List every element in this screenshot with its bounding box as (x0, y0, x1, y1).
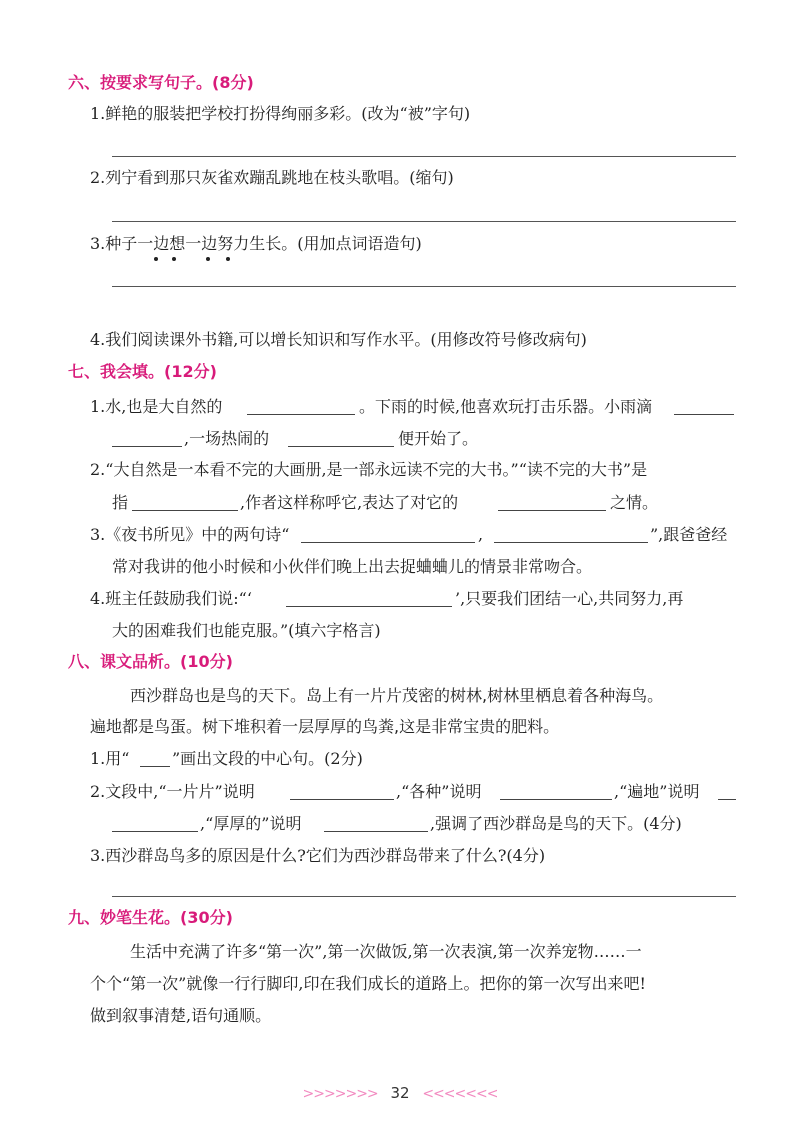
page-number: 32 (390, 1084, 410, 1102)
fill-blank[interactable] (718, 799, 736, 800)
section8-answer-line[interactable] (112, 896, 736, 897)
section9-paragraph-line1: 生活中充满了许多“第一次”,第一次做饭,第一次表演,第一次养宠物……一 (130, 942, 642, 961)
section7-question4-line2: 大的困难我们也能克服。”(填六字格言) (112, 621, 381, 640)
emphasis-dot (154, 257, 158, 261)
footer-right-arrows: <<<<<<< (422, 1086, 498, 1102)
underline-sample (140, 766, 170, 767)
section7-title: 七、我会填。(12分) (68, 362, 217, 381)
section8-question2-line1: 2.文段中,“一片片”说明 ,“各种”说明 ,“遍地”说明 (0, 777, 800, 807)
fill-blank[interactable] (494, 542, 648, 543)
section6-answer-line1[interactable] (112, 156, 736, 157)
section6-question2: 2.列宁看到那只灰雀欢蹦乱跳地在枝头歌唱。(缩句) (90, 168, 454, 187)
section9-paragraph-line3: 做到叙事清楚,语句通顺。 (90, 1006, 272, 1025)
section8-question1: 1.用“ ”画出文段的中心句。(2分) (90, 749, 363, 768)
emphasis-dot (206, 257, 210, 261)
section9-title: 九、妙笔生花。(30分) (68, 908, 233, 927)
section6-answer-line2[interactable] (112, 221, 736, 222)
section6-question1: 1.鲜艳的服装把学校打扮得绚丽多彩。(改为“被”字句) (90, 104, 471, 123)
section6-title: 六、按要求写句子。(8分) (68, 73, 254, 92)
fill-blank[interactable] (247, 414, 355, 415)
section8-question2-line2: ,“厚厚的”说明 ,强调了西沙群岛是鸟的天下。(4分) (0, 809, 800, 839)
section6-answer-line3[interactable] (112, 286, 736, 287)
section9-paragraph-line2: 个个“第一次”就像一行行脚印,印在我们成长的道路上。把你的第一次写出来吧! (90, 974, 646, 993)
section6-question4: 4.我们阅读课外书籍,可以增长知识和写作水平。(用修改符号修改病句) (90, 330, 587, 349)
emphasis-dot (172, 257, 176, 261)
fill-blank[interactable] (290, 799, 394, 800)
fill-blank[interactable] (112, 446, 182, 447)
section7-question3-line2: 常对我讲的他小时候和小伙伴们晚上出去捉蛐蛐儿的情景非常吻合。 (112, 557, 593, 576)
section8-passage-line1: 西沙群岛也是鸟的天下。岛上有一片片茂密的树林,树林里栖息着各种海鸟。 (130, 686, 664, 705)
footer-left-arrows: >>>>>>> (302, 1086, 378, 1102)
section8-title: 八、课文品析。(10分) (68, 652, 233, 671)
fill-blank[interactable] (500, 799, 612, 800)
fill-blank[interactable] (674, 414, 734, 415)
section8-passage-line2: 遍地都是鸟蛋。树下堆积着一层厚厚的鸟粪,这是非常宝贵的肥料。 (90, 717, 560, 736)
section7-question1-line1: 1.水,也是大自然的 。下雨的时候,他喜欢玩打击乐器。小雨滴 (0, 392, 800, 422)
fill-blank[interactable] (288, 446, 394, 447)
fill-blank[interactable] (112, 831, 198, 832)
fill-blank[interactable] (286, 606, 452, 607)
section7-question4-line1: 4.班主任鼓励我们说:“‘ ’,只要我们团结一心,共同努力,再 (90, 589, 684, 608)
fill-blank[interactable] (498, 510, 606, 511)
fill-blank[interactable] (132, 510, 238, 511)
fill-blank[interactable] (301, 542, 475, 543)
section7-question3-line1: 3.《夜书所见》中的两句诗“ , ”,跟爸爸经 (90, 525, 728, 544)
section6-question3: 3.种子一边想一边努力生长。(用加点词语造句) (90, 234, 422, 253)
emphasis-dot (226, 257, 230, 261)
section8-question3: 3.西沙群岛鸟多的原因是什么?它们为西沙群岛带来了什么?(4分) (90, 846, 546, 865)
section7-question2-line1: 2.“大自然是一本看不完的大画册,是一部永远读不完的大书。”“读不完的大书”是 (90, 460, 648, 479)
section7-question2-line2: 指 ,作者这样称呼它,表达了对它的 之情。 (112, 493, 659, 512)
fill-blank[interactable] (324, 831, 428, 832)
page-footer (0, 1078, 800, 1108)
section7-question1-line2: ,一场热闹的 便开始了。 (0, 424, 800, 454)
